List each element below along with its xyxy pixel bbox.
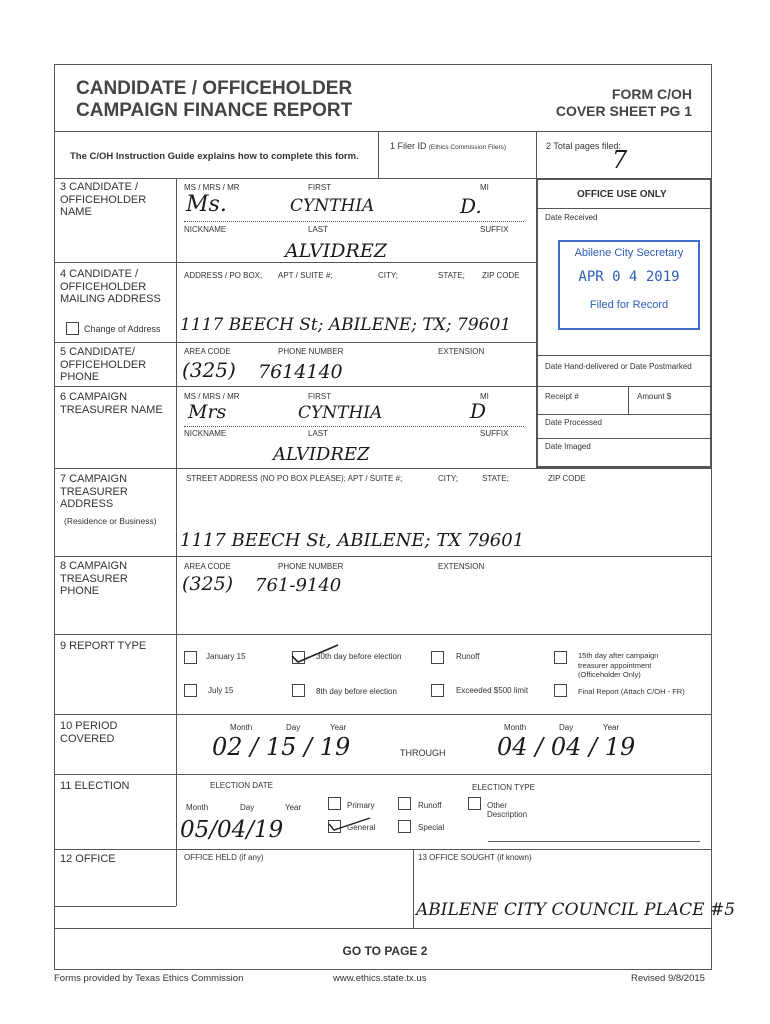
form-title bbox=[76, 78, 352, 122]
treas-number[interactable]: 761-9140 bbox=[255, 575, 342, 596]
cand-prefix-label: MS / MRS / MR bbox=[184, 183, 240, 192]
through-label: THROUGH bbox=[400, 748, 446, 758]
section-11-label: 11 ELECTION bbox=[60, 780, 130, 792]
to-month-label: Month bbox=[504, 723, 527, 732]
cand-last-label: LAST bbox=[308, 225, 329, 234]
special-label: Special bbox=[418, 823, 445, 832]
go-to-page-2: GO TO PAGE 2 bbox=[342, 944, 428, 958]
treas-prefix-label: MS / MRS / MR bbox=[184, 392, 240, 401]
stamp-filed: Filed for Record bbox=[589, 299, 669, 311]
received-stamp bbox=[558, 240, 700, 330]
cand-first[interactable]: CYNTHIA bbox=[290, 196, 375, 216]
office-sought-value[interactable]: ABILENE CITY COUNCIL PLACE #5 bbox=[416, 900, 736, 920]
from-day-label: Day bbox=[286, 723, 301, 732]
treas-mi-label: MI bbox=[480, 392, 489, 401]
filer-id-sub: (Ethics Commission Filers) bbox=[428, 144, 507, 151]
other-line1: Other bbox=[487, 801, 508, 810]
cand-address-label: ADDRESS / PO BOX; bbox=[184, 271, 263, 280]
cand-last[interactable]: ALVIDREZ bbox=[285, 240, 387, 262]
final-report-label: Final Report (Attach C/OH - FR) bbox=[578, 687, 685, 696]
runoff-report-label: Runoff bbox=[456, 652, 480, 661]
30th-day-label: 30th day before election bbox=[316, 652, 402, 661]
filer-id-label bbox=[390, 141, 506, 151]
period-from[interactable]: 02 / 15 / 19 bbox=[212, 733, 351, 761]
jul15-checkbox[interactable] bbox=[184, 684, 197, 697]
period-to[interactable]: 04 / 04 / 19 bbox=[497, 733, 636, 761]
cand-ext-label: EXTENSION bbox=[438, 347, 485, 356]
section-7-sub: (Residence or Business) bbox=[64, 516, 157, 526]
cand-first-label: FIRST bbox=[308, 183, 332, 192]
cand-prefix[interactable]: Ms. bbox=[186, 192, 227, 217]
15th-day-label bbox=[578, 651, 658, 680]
form-title-line2: CAMPAIGN FINANCE REPORT bbox=[76, 100, 353, 121]
cand-zip-label: ZIP CODE bbox=[482, 271, 520, 280]
section-3-label: 3 CANDIDATE / OFFICEHOLDER NAME bbox=[60, 181, 147, 218]
footer-center: www.ethics.state.tx.us bbox=[333, 973, 427, 984]
cand-suffix-label: SUFFIX bbox=[480, 225, 509, 234]
stamp-office: Abilene City Secretary bbox=[574, 247, 684, 259]
jul15-label: July 15 bbox=[208, 686, 234, 695]
election-type-label: ELECTION TYPE bbox=[472, 783, 535, 792]
section-4-label: 4 CANDIDATE / OFFICEHOLDER MAILING ADDRESS bbox=[60, 268, 161, 305]
form-title-line1: CANDIDATE / OFFICEHOLDER bbox=[76, 78, 353, 99]
treas-area-label: AREA CODE bbox=[184, 562, 231, 571]
treas-last[interactable]: ALVIDREZ bbox=[273, 444, 370, 465]
primary-label: Primary bbox=[347, 801, 375, 810]
treas-ext-label: EXTENSION bbox=[438, 562, 485, 571]
treas-city-label: CITY; bbox=[438, 474, 458, 483]
treas-area[interactable]: (325) bbox=[182, 573, 234, 595]
15th-day-line3: (Officeholder Only) bbox=[578, 670, 641, 679]
treas-state-label: STATE; bbox=[482, 474, 509, 483]
other-line2: Description bbox=[487, 810, 528, 819]
elec-month-label: Month bbox=[186, 803, 209, 812]
15th-day-line1: 15th day after campaign bbox=[578, 651, 659, 660]
total-pages-label: 2 Total pages filed: bbox=[546, 141, 621, 151]
exceeded-500-label: Exceeded $500 limit bbox=[456, 686, 529, 695]
election-date-label: ELECTION DATE bbox=[210, 781, 273, 790]
treas-street-label: STREET ADDRESS (NO PO BOX PLEASE); APT / SUITE #; bbox=[186, 474, 403, 483]
cand-area-label: AREA CODE bbox=[184, 347, 231, 356]
date-imaged-label: Date Imaged bbox=[545, 442, 591, 451]
runoff-election-checkbox[interactable] bbox=[398, 797, 411, 810]
runoff-election-label: Runoff bbox=[418, 801, 442, 810]
exceeded-500-checkbox[interactable] bbox=[431, 684, 444, 697]
amount-label: Amount $ bbox=[637, 392, 672, 401]
cand-address-value[interactable]: 1117 BEECH St; ABILENE; TX; 79601 bbox=[180, 315, 512, 335]
form-id-line1: FORM C/OH bbox=[611, 86, 692, 102]
runoff-report-checkbox[interactable] bbox=[431, 651, 444, 664]
section-8-label: 8 CAMPAIGN TREASURER PHONE bbox=[60, 560, 128, 597]
primary-checkbox[interactable] bbox=[328, 797, 341, 810]
form-id bbox=[556, 86, 692, 120]
final-report-checkbox[interactable] bbox=[554, 684, 567, 697]
8th-day-checkbox[interactable] bbox=[292, 684, 305, 697]
office-use-title: OFFICE USE ONLY bbox=[577, 189, 667, 200]
treas-address-value[interactable]: 1117 BEECH St, ABILENE; TX 79601 bbox=[180, 530, 525, 551]
treas-last-label: LAST bbox=[308, 429, 329, 438]
treas-zip-label: ZIP CODE bbox=[548, 474, 586, 483]
jan15-checkbox[interactable] bbox=[184, 651, 197, 664]
hand-delivered-label: Date Hand-delivered or Date Postmarked bbox=[545, 362, 692, 371]
section-7-label: 7 CAMPAIGN TREASURER ADDRESS bbox=[60, 473, 128, 510]
section-12-label: 12 OFFICE bbox=[60, 853, 116, 865]
receipt-label: Receipt # bbox=[545, 392, 579, 401]
stamp-date: APR 0 4 2019 bbox=[578, 269, 680, 285]
cand-apt-label: APT / SUITE #; bbox=[278, 271, 333, 280]
treas-mi[interactable]: D bbox=[470, 399, 487, 423]
from-month-label: Month bbox=[230, 723, 253, 732]
cand-phone-label: PHONE NUMBER bbox=[278, 347, 344, 356]
change-address-checkbox[interactable] bbox=[66, 322, 79, 335]
instruction-text: The C/OH Instruction Guide explains how to complete this form. bbox=[70, 151, 359, 162]
treas-suffix-label: SUFFIX bbox=[480, 429, 509, 438]
total-pages-value[interactable]: 7 bbox=[612, 146, 628, 174]
elec-year-label: Year bbox=[285, 803, 302, 812]
cand-mi[interactable]: D. bbox=[460, 194, 482, 218]
section-10-label: 10 PERIOD COVERED bbox=[60, 720, 118, 745]
footer-right: Revised 9/8/2015 bbox=[631, 973, 705, 984]
to-year-label: Year bbox=[603, 723, 620, 732]
other-checkbox[interactable] bbox=[468, 797, 481, 810]
cand-area[interactable]: (325) bbox=[182, 358, 236, 382]
section-5-label: 5 CANDIDATE/ OFFICEHOLDER PHONE bbox=[60, 346, 147, 383]
treas-first-label: FIRST bbox=[308, 392, 332, 401]
cand-nickname-label: NICKNAME bbox=[184, 225, 227, 234]
8th-day-label: 8th day before election bbox=[316, 687, 397, 696]
section-9-label: 9 REPORT TYPE bbox=[60, 640, 147, 652]
treas-phone-label: PHONE NUMBER bbox=[278, 562, 344, 571]
cand-state-label: STATE; bbox=[438, 271, 465, 280]
treas-prefix[interactable]: Mrs bbox=[188, 401, 227, 423]
cand-mi-label: MI bbox=[480, 183, 489, 192]
office-sought-label: 13 OFFICE SOUGHT (if known) bbox=[418, 853, 532, 862]
general-label: General bbox=[347, 823, 376, 832]
jan15-label: January 15 bbox=[206, 652, 246, 661]
office-held-label: OFFICE HELD (if any) bbox=[184, 853, 264, 862]
15th-day-checkbox[interactable] bbox=[554, 651, 567, 664]
cand-number[interactable]: 7614140 bbox=[258, 361, 343, 383]
other-label bbox=[487, 801, 527, 819]
cand-city-label: CITY; bbox=[378, 271, 398, 280]
election-date[interactable]: 05/04/19 bbox=[180, 817, 284, 843]
section-6-label: 6 CAMPAIGN TREASURER NAME bbox=[60, 391, 163, 416]
footer-left: Forms provided by Texas Ethics Commission bbox=[54, 973, 244, 984]
treas-first[interactable]: CYNTHIA bbox=[298, 403, 383, 423]
filer-id-text: 1 Filer ID bbox=[390, 141, 427, 151]
elec-day-label: Day bbox=[240, 803, 255, 812]
date-received-label: Date Received bbox=[545, 213, 598, 222]
form-id-line2: COVER SHEET PG 1 bbox=[555, 103, 692, 119]
change-address-label: Change of Address bbox=[84, 324, 161, 334]
from-year-label: Year bbox=[330, 723, 347, 732]
treas-nickname-label: NICKNAME bbox=[184, 429, 227, 438]
date-processed-label: Date Processed bbox=[545, 418, 602, 427]
15th-day-line2: treasurer appointment bbox=[578, 660, 652, 670]
special-checkbox[interactable] bbox=[398, 820, 411, 833]
to-day-label: Day bbox=[559, 723, 574, 732]
